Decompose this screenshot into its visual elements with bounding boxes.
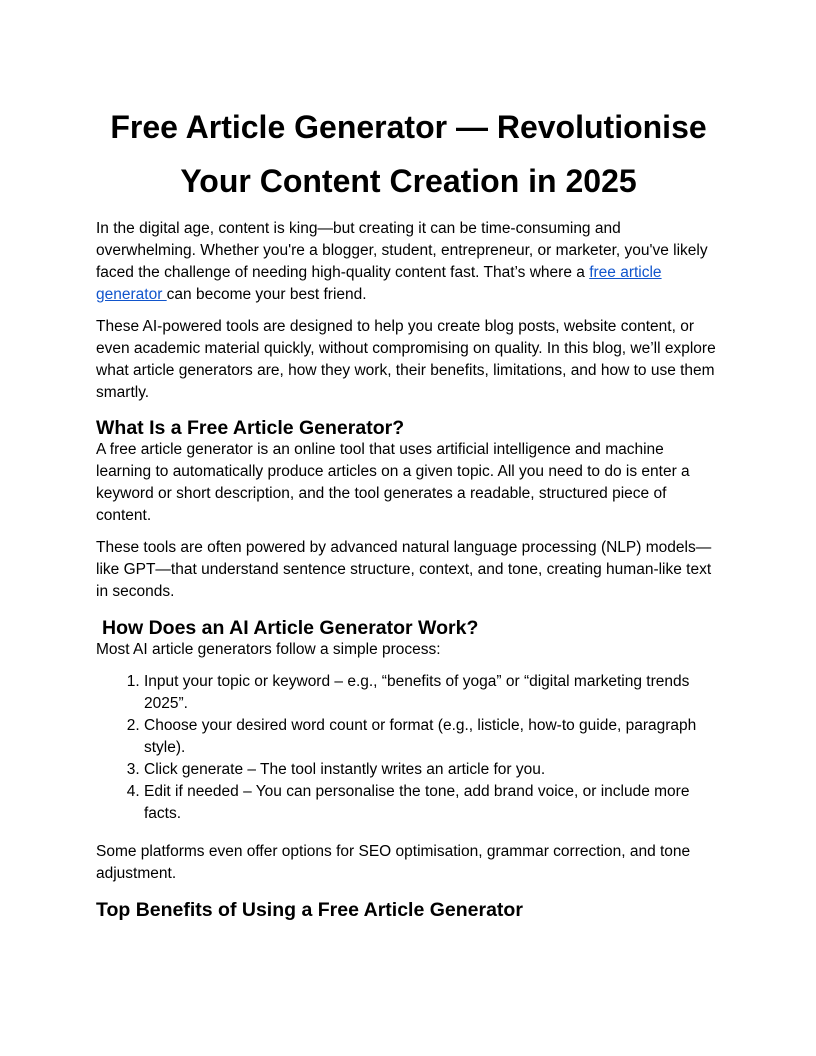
section-how-it-works-intro: Most AI article generators follow a simple process: (96, 641, 441, 658)
intro-paragraph-1 (96, 218, 721, 306)
section-what-is-paragraph-1: A free article generator is an online tool that uses artificial intelligence and machine learning to automatically produce articles on a given topic. All you need to do is enter a keyword or short description, and the tool generates a readable, structured piece of content. (96, 441, 690, 524)
free-article-generator-link[interactable]: free article generator (96, 264, 662, 303)
list-item: 3. Click generate – The tool instantly writes an article for you. (144, 759, 721, 781)
section-how-it-works-outro: Some platforms even offer options for SEO optimisation, grammar correction, and tone adjustment. (96, 843, 691, 882)
list-item: 2. Choose your desired word count or format (e.g., listicle, how-to guide, paragraph style). (144, 715, 721, 759)
intro-paragraph-2: These AI-powered tools are designed to help you create blog posts, website content, or even academic material quickly, without compromising on quality. In this blog, we’ll explore what article generators are, how they work, their benefits, limitations, and how to use them smartly. (96, 318, 716, 401)
section-heading-what-is: What Is a Free Article Generator? (96, 417, 405, 439)
steps-list (96, 671, 721, 825)
section-what-is-paragraph-2: These tools are often powered by advanced natural language processing (NLP) models—like GPT—that understand sentence structure, context, and tone, creating human-like text in seconds. (96, 539, 712, 600)
intro-text-before-link: In the digital age, content is king—but creating it can be time-consuming and overwhelming. Whether you're a blogger, student, entrepreneur, or marketer, you've likely faced the challenge of needing high-quality content fast. That’s where a (96, 220, 708, 281)
section-heading-benefits: Top Benefits of Using a Free Article Generator (96, 899, 523, 921)
list-item: 4. Edit if needed – You can personalise the tone, add brand voice, or include more facts. (144, 781, 721, 825)
document-page (96, 100, 721, 923)
page-title: Free Article Generator — Revolutionise Your Content Creation in 2025 (110, 109, 707, 199)
section-heading-how-it-works: How Does an AI Article Generator Work? (102, 617, 479, 639)
intro-text-after-link: can become your best friend. (166, 286, 367, 303)
list-item: 1. Input your topic or keyword – e.g., “benefits of yoga” or “digital marketing trends 2025”. (144, 671, 721, 715)
